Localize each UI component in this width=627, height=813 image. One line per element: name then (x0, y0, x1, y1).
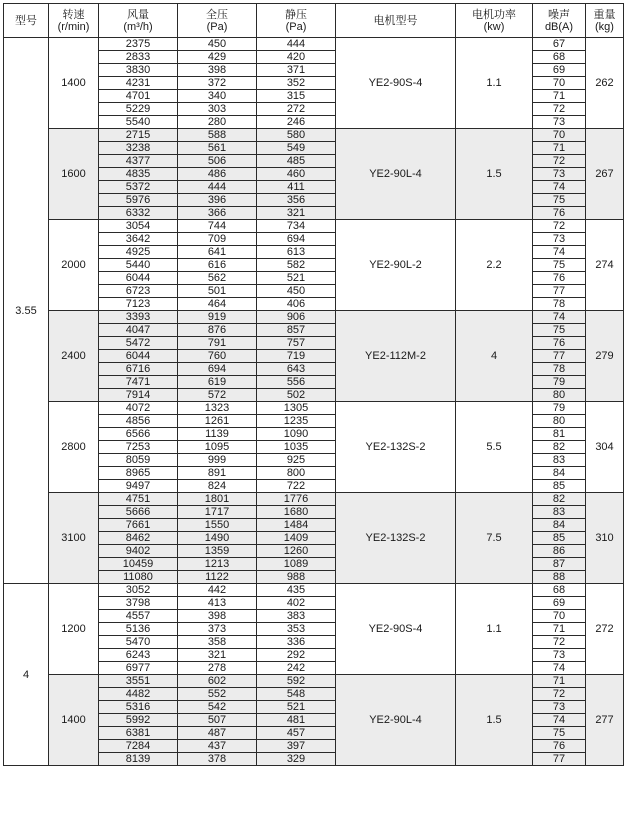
total-pressure-cell: 1139 (178, 428, 257, 441)
static-pressure-cell: 906 (257, 311, 336, 324)
flow-cell: 3052 (99, 584, 178, 597)
speed-cell: 2800 (49, 402, 99, 493)
static-pressure-cell: 502 (257, 389, 336, 402)
motor-cell: YE2-112M-2 (336, 311, 456, 402)
static-pressure-cell: 329 (257, 753, 336, 766)
motor-cell: YE2-132S-2 (336, 402, 456, 493)
weight-cell: 304 (586, 402, 624, 493)
flow-cell: 6381 (99, 727, 178, 740)
flow-cell: 9402 (99, 545, 178, 558)
table-row (4, 38, 624, 51)
static-pressure-cell: 1235 (257, 415, 336, 428)
total-pressure-cell: 999 (178, 454, 257, 467)
total-pressure-cell: 398 (178, 610, 257, 623)
noise-cell: 76 (533, 337, 586, 350)
noise-cell: 73 (533, 168, 586, 181)
flow-cell: 6566 (99, 428, 178, 441)
static-pressure-cell: 757 (257, 337, 336, 350)
noise-cell: 75 (533, 194, 586, 207)
motor-cell: YE2-90L-4 (336, 129, 456, 220)
noise-cell: 70 (533, 610, 586, 623)
static-pressure-cell: 352 (257, 77, 336, 90)
total-pressure-cell: 486 (178, 168, 257, 181)
power-cell: 2.2 (456, 220, 533, 311)
static-pressure-cell: 292 (257, 649, 336, 662)
header-noise: 噪声 dB(A) (533, 4, 586, 38)
static-pressure-cell: 356 (257, 194, 336, 207)
flow-cell: 2375 (99, 38, 178, 51)
flow-cell: 3830 (99, 64, 178, 77)
noise-cell: 72 (533, 155, 586, 168)
motor-cell: YE2-90L-4 (336, 675, 456, 766)
flow-cell: 10459 (99, 558, 178, 571)
total-pressure-cell: 709 (178, 233, 257, 246)
flow-cell: 5666 (99, 506, 178, 519)
motor-cell: YE2-90S-4 (336, 38, 456, 129)
noise-cell: 68 (533, 51, 586, 64)
flow-cell: 5229 (99, 103, 178, 116)
total-pressure-cell: 744 (178, 220, 257, 233)
flow-cell: 6716 (99, 363, 178, 376)
flow-cell: 7284 (99, 740, 178, 753)
total-pressure-cell: 616 (178, 259, 257, 272)
total-pressure-cell: 1261 (178, 415, 257, 428)
flow-cell: 4047 (99, 324, 178, 337)
static-pressure-cell: 643 (257, 363, 336, 376)
total-pressure-cell: 444 (178, 181, 257, 194)
total-pressure-cell: 303 (178, 103, 257, 116)
noise-cell: 75 (533, 727, 586, 740)
flow-cell: 5470 (99, 636, 178, 649)
total-pressure-cell: 619 (178, 376, 257, 389)
total-pressure-cell: 321 (178, 649, 257, 662)
speed-cell: 1400 (49, 675, 99, 766)
flow-cell: 5440 (99, 259, 178, 272)
flow-cell: 2833 (99, 51, 178, 64)
flow-cell: 3054 (99, 220, 178, 233)
spec-table-wrapper (3, 3, 624, 766)
flow-cell: 4856 (99, 415, 178, 428)
power-cell: 1.5 (456, 129, 533, 220)
static-pressure-cell: 420 (257, 51, 336, 64)
total-pressure-cell: 506 (178, 155, 257, 168)
flow-cell: 3551 (99, 675, 178, 688)
total-pressure-cell: 1801 (178, 493, 257, 506)
static-pressure-cell: 272 (257, 103, 336, 116)
static-pressure-cell: 988 (257, 571, 336, 584)
total-pressure-cell: 542 (178, 701, 257, 714)
noise-cell: 81 (533, 428, 586, 441)
total-pressure-cell: 562 (178, 272, 257, 285)
noise-cell: 72 (533, 220, 586, 233)
total-pressure-cell: 280 (178, 116, 257, 129)
total-pressure-cell: 694 (178, 363, 257, 376)
fan-spec-table (3, 3, 624, 766)
weight-cell: 279 (586, 311, 624, 402)
static-pressure-cell: 315 (257, 90, 336, 103)
noise-cell: 86 (533, 545, 586, 558)
noise-cell: 76 (533, 207, 586, 220)
flow-cell: 7123 (99, 298, 178, 311)
noise-cell: 70 (533, 77, 586, 90)
static-pressure-cell: 336 (257, 636, 336, 649)
static-pressure-cell: 1090 (257, 428, 336, 441)
total-pressure-cell: 791 (178, 337, 257, 350)
total-pressure-cell: 373 (178, 623, 257, 636)
header-weight: 重量 (kg) (586, 4, 624, 38)
total-pressure-cell: 413 (178, 597, 257, 610)
flow-cell: 8462 (99, 532, 178, 545)
total-pressure-cell: 396 (178, 194, 257, 207)
noise-cell: 84 (533, 467, 586, 480)
static-pressure-cell: 521 (257, 701, 336, 714)
total-pressure-cell: 372 (178, 77, 257, 90)
flow-cell: 5976 (99, 194, 178, 207)
static-pressure-cell: 1409 (257, 532, 336, 545)
total-pressure-cell: 824 (178, 480, 257, 493)
noise-cell: 75 (533, 324, 586, 337)
flow-cell: 3798 (99, 597, 178, 610)
noise-cell: 83 (533, 454, 586, 467)
noise-cell: 87 (533, 558, 586, 571)
flow-cell: 4701 (99, 90, 178, 103)
static-pressure-cell: 457 (257, 727, 336, 740)
noise-cell: 73 (533, 116, 586, 129)
total-pressure-cell: 366 (178, 207, 257, 220)
total-pressure-cell: 876 (178, 324, 257, 337)
total-pressure-cell: 501 (178, 285, 257, 298)
header-static-pressure: 静压 (Pa) (257, 4, 336, 38)
noise-cell: 82 (533, 493, 586, 506)
static-pressure-cell: 1035 (257, 441, 336, 454)
noise-cell: 79 (533, 376, 586, 389)
noise-cell: 78 (533, 363, 586, 376)
noise-cell: 84 (533, 519, 586, 532)
flow-cell: 8139 (99, 753, 178, 766)
static-pressure-cell: 734 (257, 220, 336, 233)
flow-cell: 7661 (99, 519, 178, 532)
flow-cell: 4751 (99, 493, 178, 506)
flow-cell: 4482 (99, 688, 178, 701)
total-pressure-cell: 552 (178, 688, 257, 701)
noise-cell: 70 (533, 129, 586, 142)
total-pressure-cell: 378 (178, 753, 257, 766)
static-pressure-cell: 383 (257, 610, 336, 623)
flow-cell: 3642 (99, 233, 178, 246)
flow-cell: 6332 (99, 207, 178, 220)
flow-cell: 6044 (99, 272, 178, 285)
static-pressure-cell: 397 (257, 740, 336, 753)
flow-cell: 3393 (99, 311, 178, 324)
total-pressure-cell: 572 (178, 389, 257, 402)
flow-cell: 6243 (99, 649, 178, 662)
static-pressure-cell: 460 (257, 168, 336, 181)
flow-cell: 7471 (99, 376, 178, 389)
noise-cell: 77 (533, 753, 586, 766)
noise-cell: 72 (533, 636, 586, 649)
table-row (4, 584, 624, 597)
total-pressure-cell: 919 (178, 311, 257, 324)
power-cell: 1.5 (456, 675, 533, 766)
noise-cell: 71 (533, 90, 586, 103)
static-pressure-cell: 444 (257, 38, 336, 51)
total-pressure-cell: 588 (178, 129, 257, 142)
noise-cell: 72 (533, 688, 586, 701)
flow-cell: 2715 (99, 129, 178, 142)
weight-cell: 274 (586, 220, 624, 311)
static-pressure-cell: 435 (257, 584, 336, 597)
flow-cell: 5992 (99, 714, 178, 727)
static-pressure-cell: 411 (257, 181, 336, 194)
total-pressure-cell: 1359 (178, 545, 257, 558)
weight-cell: 262 (586, 38, 624, 129)
total-pressure-cell: 464 (178, 298, 257, 311)
table-row (4, 311, 624, 324)
header-motor: 电机型号 (336, 4, 456, 38)
noise-cell: 69 (533, 64, 586, 77)
static-pressure-cell: 580 (257, 129, 336, 142)
total-pressure-cell: 602 (178, 675, 257, 688)
flow-cell: 6977 (99, 662, 178, 675)
weight-cell: 310 (586, 493, 624, 584)
static-pressure-cell: 1260 (257, 545, 336, 558)
speed-cell: 3100 (49, 493, 99, 584)
flow-cell: 5372 (99, 181, 178, 194)
noise-cell: 83 (533, 506, 586, 519)
total-pressure-cell: 1095 (178, 441, 257, 454)
flow-cell: 8059 (99, 454, 178, 467)
noise-cell: 79 (533, 402, 586, 415)
total-pressure-cell: 1213 (178, 558, 257, 571)
power-cell: 7.5 (456, 493, 533, 584)
flow-cell: 5136 (99, 623, 178, 636)
model-cell: 3.55 (4, 38, 49, 584)
static-pressure-cell: 353 (257, 623, 336, 636)
static-pressure-cell: 556 (257, 376, 336, 389)
header-speed: 转速 (r/min) (49, 4, 99, 38)
total-pressure-cell: 437 (178, 740, 257, 753)
header-model: 型号 (4, 4, 49, 38)
noise-cell: 71 (533, 675, 586, 688)
total-pressure-cell: 891 (178, 467, 257, 480)
flow-cell: 4557 (99, 610, 178, 623)
motor-cell: YE2-90L-2 (336, 220, 456, 311)
flow-cell: 7253 (99, 441, 178, 454)
noise-cell: 74 (533, 714, 586, 727)
noise-cell: 67 (533, 38, 586, 51)
noise-cell: 68 (533, 584, 586, 597)
noise-cell: 77 (533, 285, 586, 298)
flow-cell: 4377 (99, 155, 178, 168)
noise-cell: 73 (533, 701, 586, 714)
noise-cell: 82 (533, 441, 586, 454)
static-pressure-cell: 450 (257, 285, 336, 298)
total-pressure-cell: 760 (178, 350, 257, 363)
noise-cell: 76 (533, 272, 586, 285)
static-pressure-cell: 548 (257, 688, 336, 701)
noise-cell: 74 (533, 246, 586, 259)
static-pressure-cell: 694 (257, 233, 336, 246)
noise-cell: 76 (533, 740, 586, 753)
total-pressure-cell: 641 (178, 246, 257, 259)
static-pressure-cell: 800 (257, 467, 336, 480)
static-pressure-cell: 321 (257, 207, 336, 220)
model-cell: 4 (4, 584, 49, 766)
static-pressure-cell: 857 (257, 324, 336, 337)
static-pressure-cell: 242 (257, 662, 336, 675)
flow-cell: 4925 (99, 246, 178, 259)
static-pressure-cell: 521 (257, 272, 336, 285)
total-pressure-cell: 340 (178, 90, 257, 103)
flow-cell: 5540 (99, 116, 178, 129)
total-pressure-cell: 507 (178, 714, 257, 727)
total-pressure-cell: 278 (178, 662, 257, 675)
static-pressure-cell: 485 (257, 155, 336, 168)
power-cell: 1.1 (456, 38, 533, 129)
weight-cell: 267 (586, 129, 624, 220)
header-row (4, 4, 624, 38)
flow-cell: 3238 (99, 142, 178, 155)
flow-cell: 6723 (99, 285, 178, 298)
noise-cell: 69 (533, 597, 586, 610)
noise-cell: 80 (533, 415, 586, 428)
noise-cell: 80 (533, 389, 586, 402)
speed-cell: 1600 (49, 129, 99, 220)
static-pressure-cell: 549 (257, 142, 336, 155)
speed-cell: 1200 (49, 584, 99, 675)
static-pressure-cell: 1776 (257, 493, 336, 506)
table-row (4, 220, 624, 233)
noise-cell: 73 (533, 649, 586, 662)
speed-cell: 2000 (49, 220, 99, 311)
total-pressure-cell: 1323 (178, 402, 257, 415)
noise-cell: 85 (533, 480, 586, 493)
static-pressure-cell: 592 (257, 675, 336, 688)
flow-cell: 4231 (99, 77, 178, 90)
static-pressure-cell: 722 (257, 480, 336, 493)
static-pressure-cell: 1305 (257, 402, 336, 415)
noise-cell: 71 (533, 623, 586, 636)
weight-cell: 272 (586, 584, 624, 675)
static-pressure-cell: 1484 (257, 519, 336, 532)
noise-cell: 85 (533, 532, 586, 545)
total-pressure-cell: 450 (178, 38, 257, 51)
static-pressure-cell: 1680 (257, 506, 336, 519)
noise-cell: 75 (533, 259, 586, 272)
flow-cell: 4835 (99, 168, 178, 181)
noise-cell: 74 (533, 662, 586, 675)
flow-cell: 5472 (99, 337, 178, 350)
table-row (4, 493, 624, 506)
noise-cell: 73 (533, 233, 586, 246)
total-pressure-cell: 398 (178, 64, 257, 77)
total-pressure-cell: 1122 (178, 571, 257, 584)
power-cell: 1.1 (456, 584, 533, 675)
flow-cell: 9497 (99, 480, 178, 493)
table-row (4, 675, 624, 688)
weight-cell: 277 (586, 675, 624, 766)
total-pressure-cell: 1550 (178, 519, 257, 532)
static-pressure-cell: 402 (257, 597, 336, 610)
table-row (4, 402, 624, 415)
motor-cell: YE2-90S-4 (336, 584, 456, 675)
total-pressure-cell: 487 (178, 727, 257, 740)
static-pressure-cell: 406 (257, 298, 336, 311)
flow-cell: 11080 (99, 571, 178, 584)
speed-cell: 2400 (49, 311, 99, 402)
total-pressure-cell: 561 (178, 142, 257, 155)
static-pressure-cell: 613 (257, 246, 336, 259)
noise-cell: 74 (533, 311, 586, 324)
header-flow: 风量 (m³/h) (99, 4, 178, 38)
total-pressure-cell: 1490 (178, 532, 257, 545)
noise-cell: 72 (533, 103, 586, 116)
motor-cell: YE2-132S-2 (336, 493, 456, 584)
spec-table-body (4, 38, 624, 766)
power-cell: 4 (456, 311, 533, 402)
speed-cell: 1400 (49, 38, 99, 129)
flow-cell: 5316 (99, 701, 178, 714)
static-pressure-cell: 925 (257, 454, 336, 467)
total-pressure-cell: 1717 (178, 506, 257, 519)
noise-cell: 74 (533, 181, 586, 194)
flow-cell: 4072 (99, 402, 178, 415)
static-pressure-cell: 1089 (257, 558, 336, 571)
power-cell: 5.5 (456, 402, 533, 493)
total-pressure-cell: 358 (178, 636, 257, 649)
noise-cell: 88 (533, 571, 586, 584)
static-pressure-cell: 246 (257, 116, 336, 129)
static-pressure-cell: 481 (257, 714, 336, 727)
noise-cell: 78 (533, 298, 586, 311)
flow-cell: 6044 (99, 350, 178, 363)
table-row (4, 129, 624, 142)
header-power: 电机功率 (kw) (456, 4, 533, 38)
noise-cell: 71 (533, 142, 586, 155)
static-pressure-cell: 582 (257, 259, 336, 272)
static-pressure-cell: 371 (257, 64, 336, 77)
flow-cell: 8965 (99, 467, 178, 480)
noise-cell: 77 (533, 350, 586, 363)
total-pressure-cell: 429 (178, 51, 257, 64)
flow-cell: 7914 (99, 389, 178, 402)
total-pressure-cell: 442 (178, 584, 257, 597)
static-pressure-cell: 719 (257, 350, 336, 363)
header-total-pressure: 全压 (Pa) (178, 4, 257, 38)
